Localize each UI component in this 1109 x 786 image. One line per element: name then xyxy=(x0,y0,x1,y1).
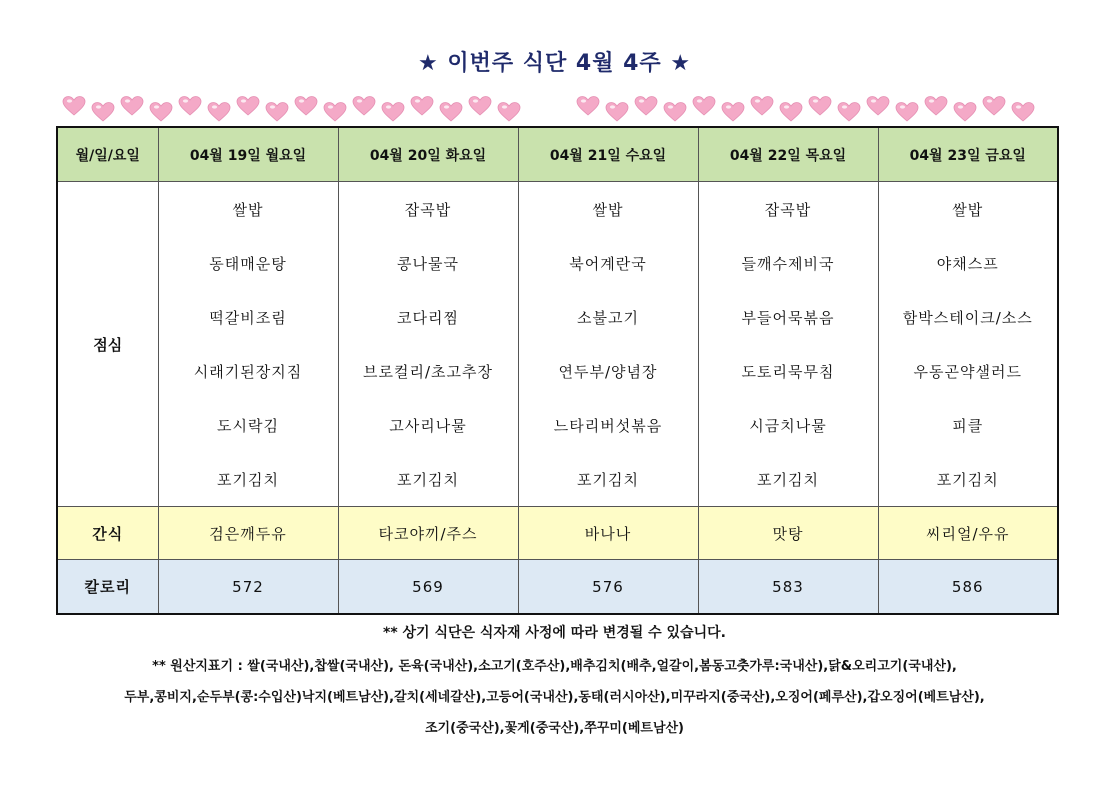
header-label: 월/일/요일 xyxy=(57,127,158,182)
dish-item: 연두부/양념장 xyxy=(558,362,658,381)
dish-item: 콩나물국 xyxy=(397,254,459,273)
calorie-cell: 586 xyxy=(878,560,1058,615)
dish-item: 떡갈비조림 xyxy=(209,308,287,327)
day-header: 04월 22일 목요일 xyxy=(698,127,878,182)
table-header-row xyxy=(57,127,1058,182)
heart-icon xyxy=(352,95,376,117)
dish-item: 포기김치 xyxy=(936,470,999,489)
dish-item: 소불고기 xyxy=(577,308,639,327)
dish-item: 쌀밥 xyxy=(592,200,624,219)
origin-info xyxy=(20,651,1089,744)
heart-icon xyxy=(692,95,716,117)
dish-item: 쌀밥 xyxy=(952,200,984,219)
heart-icon xyxy=(468,95,492,117)
dish-item: 코다리찜 xyxy=(397,308,459,327)
heart-icon xyxy=(294,95,318,117)
day-header: 04월 23일 금요일 xyxy=(878,127,1058,182)
heart-icon xyxy=(381,101,405,123)
heart-border-right xyxy=(576,95,1040,117)
heart-icon xyxy=(576,95,600,117)
dish-item: 쌀밥 xyxy=(232,200,264,219)
origin-line: 두부,콩비지,순두부(콩:수입산)낙지(베트남산),갈치(세네갈산),고등어(국내산),동태(러시아산),미꾸라지(중국산),오징어(페루산),갑오징어(베트남산), xyxy=(124,690,985,705)
dish-item: 도시락김 xyxy=(217,416,279,435)
heart-icon xyxy=(982,95,1006,117)
snack-label: 간식 xyxy=(57,507,158,560)
heart-icon xyxy=(207,101,231,123)
heart-icon xyxy=(663,101,687,123)
page-title-text: ★ 이번주 식단 4월 4주 ★ xyxy=(417,51,692,76)
dish-item: 부들어묵볶음 xyxy=(741,308,835,327)
lunch-row xyxy=(57,182,1058,507)
heart-icon xyxy=(265,101,289,123)
heart-icon xyxy=(605,101,629,123)
heart-icon xyxy=(149,101,173,123)
heart-icon xyxy=(924,95,948,117)
dish-item: 느타리버섯볶음 xyxy=(553,416,663,435)
snack-cell: 씨리얼/우유 xyxy=(878,507,1058,560)
dish-item: 피클 xyxy=(952,416,984,435)
heart-icon xyxy=(779,101,803,123)
lunch-cell xyxy=(158,182,338,507)
day-header: 04월 19일 월요일 xyxy=(158,127,338,182)
dish-item: 야채스프 xyxy=(936,254,999,273)
heart-icon xyxy=(439,101,463,123)
dish-item: 도토리묵무침 xyxy=(741,362,835,381)
heart-icon xyxy=(634,95,658,117)
notice-text: ** 상기 식단은 식자재 사정에 따라 변경될 수 있습니다. xyxy=(383,625,726,641)
heart-icon xyxy=(62,95,86,117)
heart-icon xyxy=(808,95,832,117)
lunch-cell xyxy=(338,182,518,507)
dish-item: 잡곡밥 xyxy=(764,200,812,219)
dish-item: 동태매운탕 xyxy=(209,254,287,273)
dish-item: 시래기된장지짐 xyxy=(193,362,303,381)
dish-item: 북어계란국 xyxy=(569,254,647,273)
calorie-cell: 583 xyxy=(698,560,878,615)
heart-icon xyxy=(837,101,861,123)
heart-icon xyxy=(750,95,774,117)
snack-cell: 타코야끼/주스 xyxy=(338,507,518,560)
heart-icon xyxy=(323,101,347,123)
dish-item: 포기김치 xyxy=(397,470,459,489)
heart-icon xyxy=(1011,101,1035,123)
lunch-cell xyxy=(878,182,1058,507)
snack-cell: 바나나 xyxy=(518,507,698,560)
heart-icon xyxy=(953,101,977,123)
heart-icon xyxy=(410,95,434,117)
heart-icon xyxy=(236,95,260,117)
menu-table xyxy=(56,126,1059,615)
page-title xyxy=(0,46,1109,77)
heart-icon xyxy=(866,95,890,117)
heart-icon xyxy=(178,95,202,117)
lunch-cell xyxy=(698,182,878,507)
heart-icon xyxy=(120,95,144,117)
dish-item: 들깨수제비국 xyxy=(741,254,835,273)
lunch-cell xyxy=(518,182,698,507)
snack-row xyxy=(57,507,1058,560)
heart-border-left xyxy=(62,95,526,117)
calorie-cell: 576 xyxy=(518,560,698,615)
calorie-cell: 572 xyxy=(158,560,338,615)
dish-item: 함박스테이크/소스 xyxy=(902,308,1033,327)
origin-line: ** 원산지표기 : 쌀(국내산),찹쌀(국내산), 돈육(국내산),소고기(호주산),배추김치(배추,얼갈이,봄동고춧가루:국내산),닭&오리고기(국내산), xyxy=(152,659,957,674)
calorie-label: 칼로리 xyxy=(57,560,158,615)
lunch-label: 점심 xyxy=(57,182,158,507)
dish-item: 잡곡밥 xyxy=(404,200,452,219)
snack-cell: 맛탕 xyxy=(698,507,878,560)
heart-icon xyxy=(895,101,919,123)
dish-item: 포기김치 xyxy=(217,470,279,489)
heart-icon xyxy=(721,101,745,123)
dish-item: 시금치나물 xyxy=(749,416,827,435)
heart-icon xyxy=(497,101,521,123)
origin-line: 조기(중국산),꽃게(중국산),쭈꾸미(베트남산) xyxy=(424,721,684,736)
dish-item: 우동곤약샐러드 xyxy=(913,362,1022,381)
dish-item: 고사리나물 xyxy=(389,416,467,435)
dish-item: 포기김치 xyxy=(577,470,639,489)
calorie-row xyxy=(57,560,1058,615)
calorie-cell: 569 xyxy=(338,560,518,615)
day-header: 04월 20일 화요일 xyxy=(338,127,518,182)
day-header: 04월 21일 수요일 xyxy=(518,127,698,182)
dish-item: 포기김치 xyxy=(757,470,819,489)
snack-cell: 검은깨두유 xyxy=(158,507,338,560)
heart-icon xyxy=(91,101,115,123)
dish-item: 브로컬리/초고추장 xyxy=(363,362,493,381)
